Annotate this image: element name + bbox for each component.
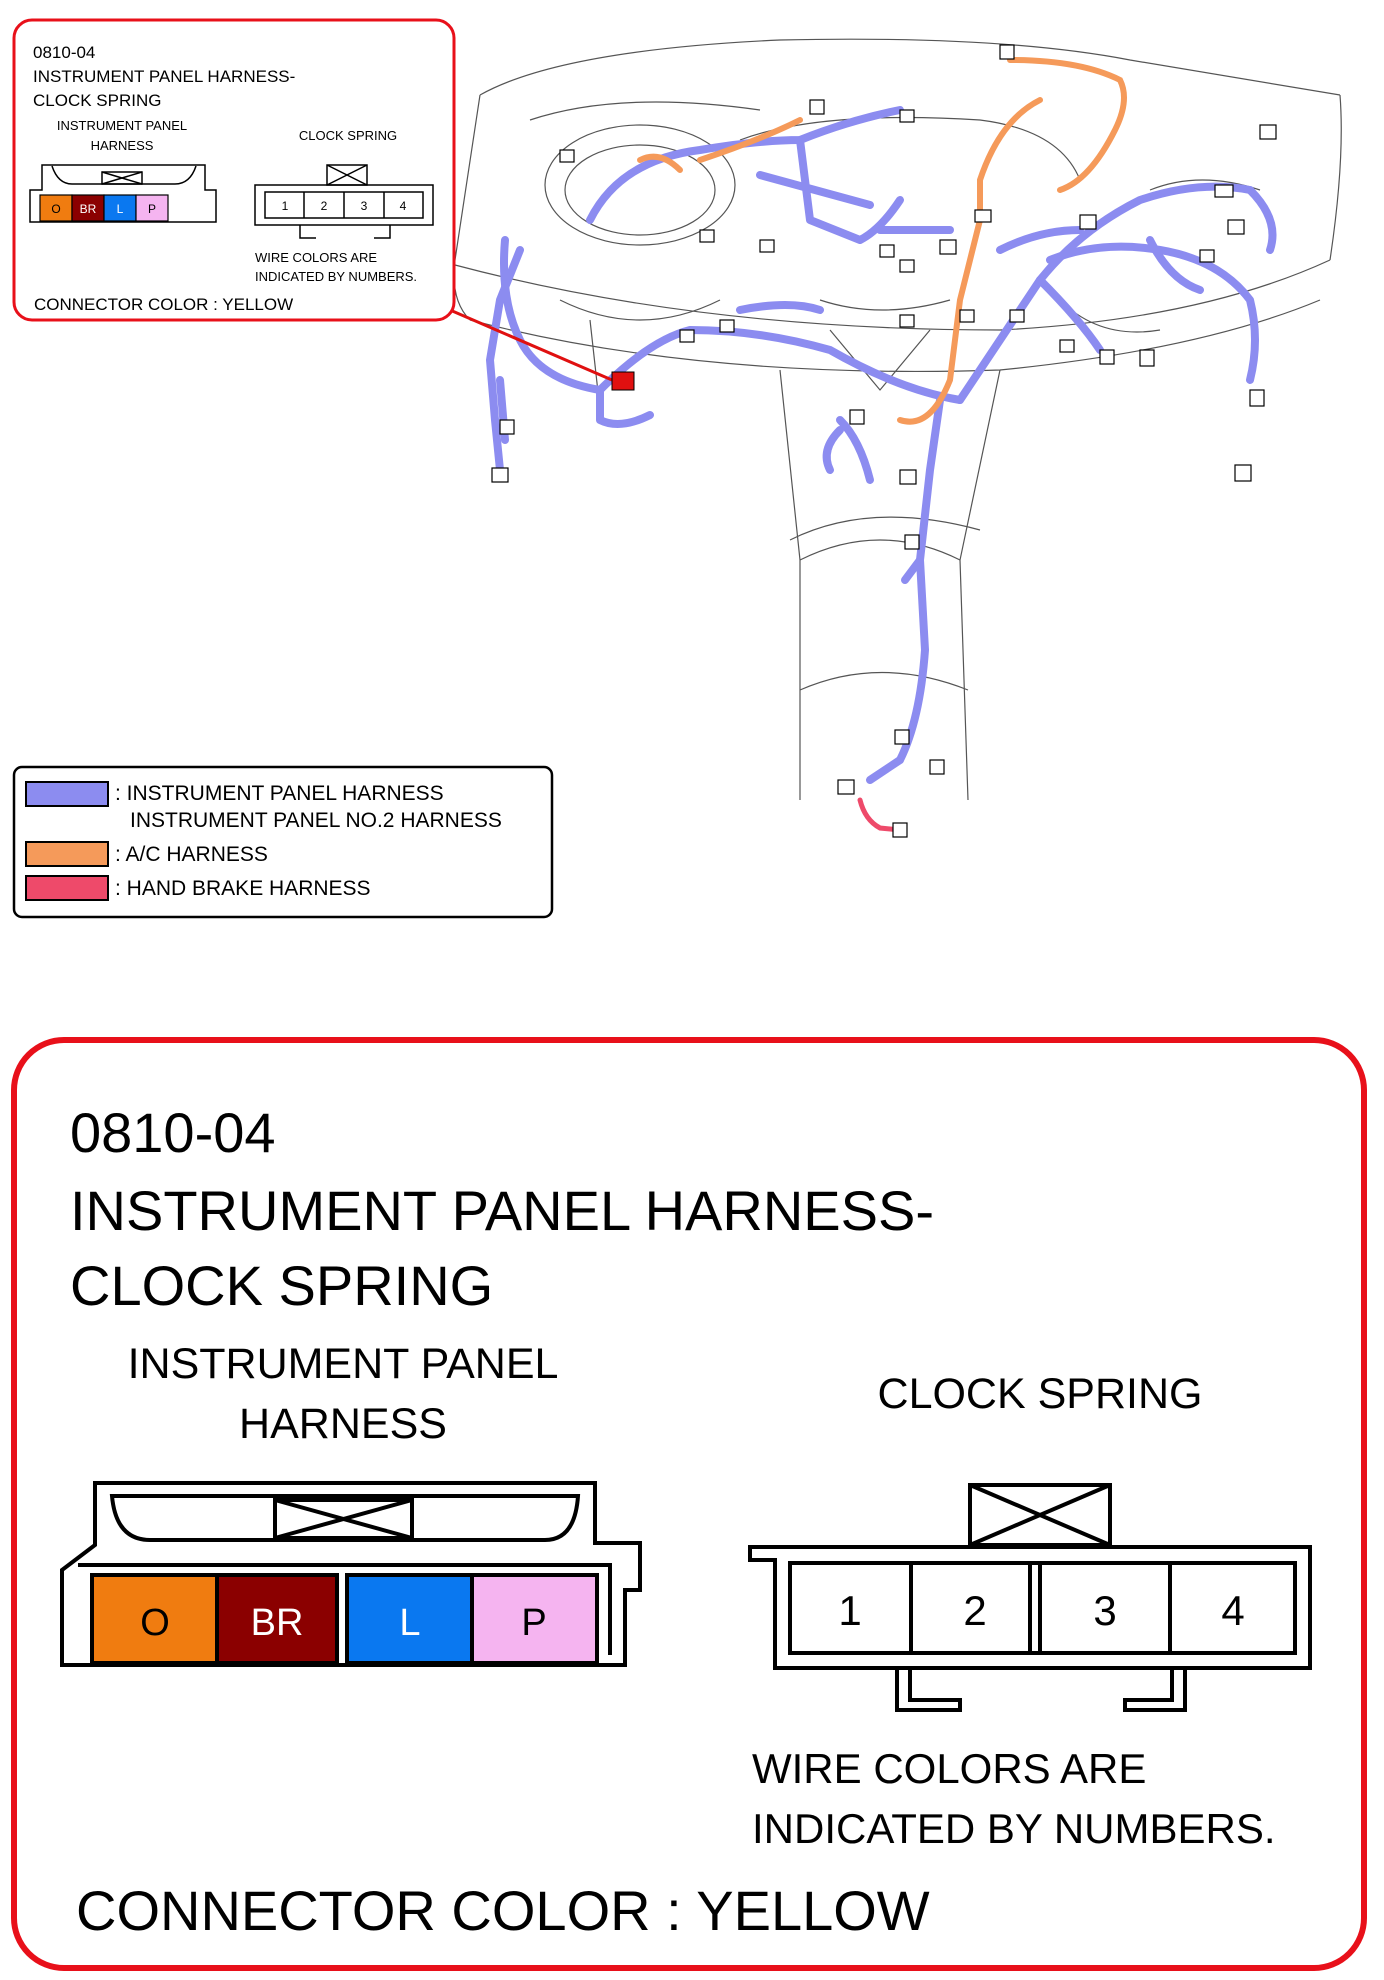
inset-title-line1: INSTRUMENT PANEL HARNESS- xyxy=(33,67,296,86)
inset-right-label: CLOCK SPRING xyxy=(298,128,398,143)
inset-pin-1: 1 xyxy=(281,199,289,213)
detail-connector-color: CONNECTOR COLOR : YELLOW xyxy=(76,1879,930,1942)
inset-note-line2: INDICATED BY NUMBERS. xyxy=(255,269,418,284)
detail-pin-p: P xyxy=(521,1602,547,1644)
inset-pin-4: 4 xyxy=(399,199,407,213)
inset-left-label-line2: HARNESS xyxy=(90,138,154,153)
detail-title-line1: INSTRUMENT PANEL HARNESS- xyxy=(70,1179,934,1242)
detail-pin-l: L xyxy=(399,1602,421,1644)
detail-note-line1: WIRE COLORS ARE xyxy=(752,1745,1147,1792)
detail-left-label-line2: HARNESS xyxy=(239,1400,447,1448)
inset-connector-box xyxy=(14,20,454,320)
detail-code: 0810-04 xyxy=(70,1101,276,1164)
detail-note-line2: INDICATED BY NUMBERS. xyxy=(752,1805,1276,1852)
inset-left-label-line1: INSTRUMENT PANEL xyxy=(56,118,188,133)
detail-connector-box xyxy=(14,1040,1364,1968)
detail-pin-o: O xyxy=(140,1602,170,1644)
inset-pin-p: P xyxy=(147,202,157,216)
inset-note-line1: WIRE COLORS ARE xyxy=(255,250,378,265)
detail-pin-3: 3 xyxy=(1093,1587,1117,1634)
legend-label-hand-brake: : HAND BRAKE HARNESS xyxy=(115,877,371,900)
inset-connector-color: CONNECTOR COLOR : YELLOW xyxy=(34,295,294,314)
legend-label-instrument-panel-no2: INSTRUMENT PANEL NO.2 HARNESS xyxy=(130,809,502,832)
legend-label-instrument-panel: : INSTRUMENT PANEL HARNESS xyxy=(115,782,444,805)
legend-swatch-hand-brake xyxy=(26,876,108,900)
detail-pin-br: BR xyxy=(250,1602,304,1644)
inset-code: 0810-04 xyxy=(33,43,96,62)
detail-pin-1: 1 xyxy=(838,1587,862,1634)
inset-pin-3: 3 xyxy=(360,199,368,213)
harness-connectors xyxy=(492,45,1276,837)
legend-label-ac: : A/C HARNESS xyxy=(115,843,268,866)
detail-title-line2: CLOCK SPRING xyxy=(70,1254,494,1317)
detail-pin-2: 2 xyxy=(963,1587,987,1634)
detail-pin-4: 4 xyxy=(1221,1587,1245,1634)
harness-legend xyxy=(14,767,552,917)
inset-pin-l: L xyxy=(116,202,124,216)
inset-pin-br: BR xyxy=(79,202,97,216)
inset-title-line2: CLOCK SPRING xyxy=(33,91,162,110)
detail-left-label-line1: INSTRUMENT PANEL xyxy=(127,1340,559,1388)
legend-swatch-ac xyxy=(26,842,108,866)
instrument-panel-harness-wires xyxy=(490,110,1273,780)
detail-right-label: CLOCK SPRING xyxy=(877,1370,1203,1418)
inset-pin-2: 2 xyxy=(320,199,328,213)
inset-pin-o: O xyxy=(51,202,61,216)
clock-spring-connector-highlight xyxy=(450,310,634,390)
legend-swatch-instrument-panel xyxy=(26,782,108,806)
